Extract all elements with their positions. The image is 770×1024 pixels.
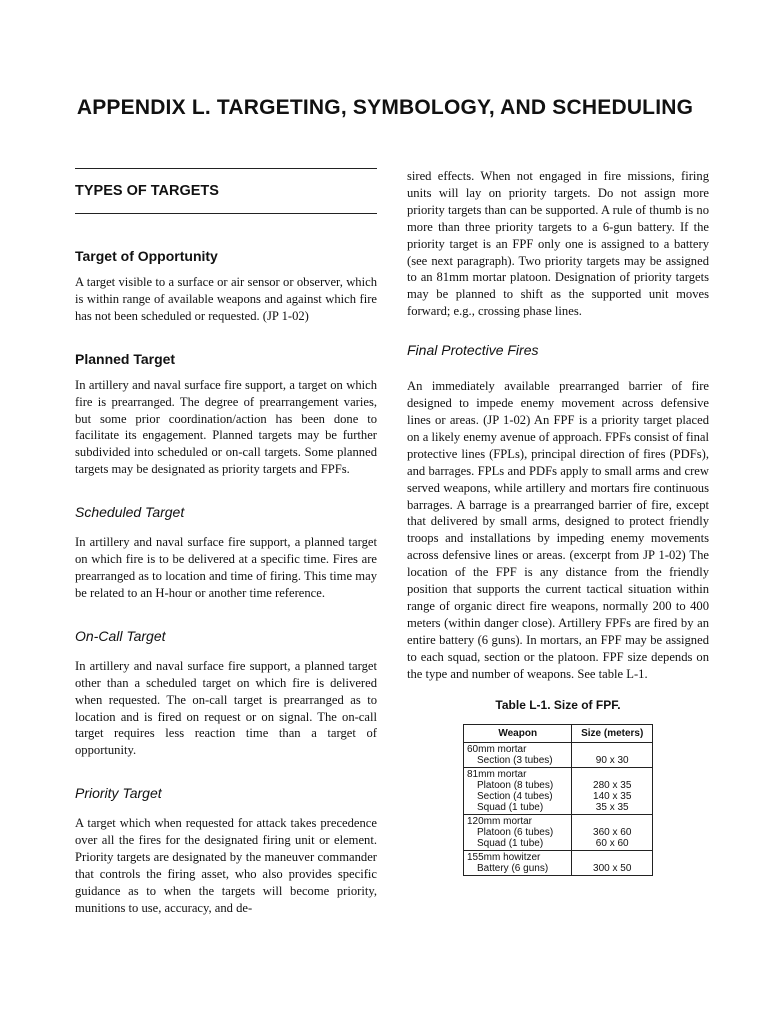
final-protective-fires-text: An immediately available prearranged barrier of fire designed to impede enemy movement across defensive lines or areas. (JP 1-02) An FPF is a priority target placed on a likely enemy avenue of approach. FPFs consist of final protective lines (FPLs), principal direction of fires (PDFs), and barrages. FPLs and PDFs apply to small arms and crew served weapons, while artillery and mortars fire continuous barrages. A barrage is a prearranged barrier of fire, except that delivered by small arms, designed to protect friendly troops and installations by impeding enemy movements across defensive lines or areas. (excerpt from JP 1-02) The location of the FPF is any distance from the friendly position that supports the current tactical situation within range of organic direct fire weapons, normally 200 to 400 meters (within danger close). Artillery FPFs are fired by an entire battery (6 guns). In mortars, an FPF may be assigned to each squad, section or the platoon. FPF size depends on the type and number of weapons. See table L-1.	[407, 379, 709, 681]
size-cell	[572, 768, 653, 815]
size-value: 360 x 60	[593, 827, 632, 839]
size-value: 280 x 35	[593, 780, 632, 792]
table-row	[464, 851, 653, 876]
table-row	[464, 815, 653, 851]
size-value: 35 x 35	[595, 802, 629, 814]
weapon-group-name: 120mm mortar	[467, 816, 533, 828]
table-header-size: Size (meters)	[572, 725, 653, 743]
size-value: 140 x 35	[593, 791, 632, 803]
weapon-cell	[464, 743, 572, 768]
size-cell	[572, 743, 653, 768]
table-row	[464, 743, 653, 768]
scheduled-target-text: In artillery and naval surface fire support, a planned target on which fire is to be delivered at a specific time. Fires are prearranged as to location and time of firing. This time may be related to an H-hour or another time reference.	[75, 535, 377, 600]
size-value: 300 x 50	[593, 863, 632, 875]
target-of-opportunity-text: A target visible to a surface or air sensor or observer, which is within range of available weapons and against which fire has not been scheduled or requested. (JP 1-02)	[75, 275, 377, 323]
weapon-group-name: 81mm mortar	[467, 769, 527, 781]
weapon-item-label: Squad (1 tube)	[477, 838, 544, 850]
priority-target-continued-text: sired effects. When not engaged in fire missions, firing units will lay on priority targets. Do not assign more priority targets than can be supported. A rule of thumb is no more than three priority targets to a 6-gun battery. If the priority target is an FPF only one is assigned to a battery (see next paragraph). Two priority targets may be assigned to an 81mm mortar platoon. Designation of priority targets may be planned to shift as the supported unit moves forward; e.g., crossing phase lines.	[407, 169, 709, 319]
weapon-item-label: Platoon (6 tubes)	[477, 827, 554, 839]
size-value: 60 x 60	[595, 838, 629, 850]
weapon-cell	[464, 851, 572, 876]
left-column	[75, 168, 377, 917]
table-header-row	[464, 725, 653, 743]
page-title: APPENDIX L. TARGETING, SYMBOLOGY, AND SCHEDULING	[76, 96, 694, 119]
size-cell	[572, 851, 653, 876]
section-rule-top	[75, 168, 377, 169]
final-protective-fires-heading: Final Protective Fires	[407, 342, 539, 359]
on-call-target-heading: On-Call Target	[75, 627, 166, 644]
planned-target-heading: Planned Target	[75, 350, 176, 367]
weapon-cell	[464, 815, 572, 851]
weapon-group-name: 155mm howitzer	[467, 852, 541, 864]
fpf-size-table	[463, 724, 653, 876]
target-of-opportunity-heading: Target of Opportunity	[75, 248, 218, 264]
table-header-weapon: Weapon	[464, 725, 572, 743]
size-cell	[572, 815, 653, 851]
planned-target-text: In artillery and naval surface fire support, a target on which fire is prearranged. The degree of prearrangement varies, but some prior coordination/action has been done to facilitate its engagement. Planned targets may be further subdivided into scheduled or on-call targets. Some planned targets may be designated as priority targets and FPFs.	[75, 377, 377, 477]
section-heading: TYPES OF TARGETS	[75, 183, 219, 199]
weapon-item-label: Platoon (8 tubes)	[477, 780, 554, 792]
weapon-cell	[464, 768, 572, 815]
scheduled-target-heading: Scheduled Target	[75, 504, 185, 521]
size-value: 90 x 30	[595, 755, 629, 767]
weapon-item-label: Section (4 tubes)	[477, 791, 553, 803]
weapon-group-name: 60mm mortar	[467, 744, 527, 756]
priority-target-heading: Priority Target	[75, 785, 162, 802]
on-call-target-text: In artillery and naval surface fire support, a planned target other than a scheduled target on which fire is delivered when requested. The on-call target is prearranged as to location and is fired on request or on signal. The on-call target requires less reaction time than a target of opportunity.	[75, 658, 377, 758]
weapon-item-label: Squad (1 tube)	[477, 802, 544, 814]
table-title: Table L-1. Size of FPF.	[495, 698, 621, 713]
weapon-item-label: Section (3 tubes)	[477, 755, 553, 767]
right-column	[407, 168, 709, 876]
table-row	[464, 768, 653, 815]
priority-target-text: A target which when requested for attack takes precedence over all the fires for the designated firing unit or element. Priority targets are designated by the maneuver commander that controls the firing asset, who also provides specific guidance as to when the targets will become priority, munitions to use, accuracy, and de-	[75, 816, 377, 915]
weapon-item-label: Battery (6 guns)	[477, 863, 549, 875]
